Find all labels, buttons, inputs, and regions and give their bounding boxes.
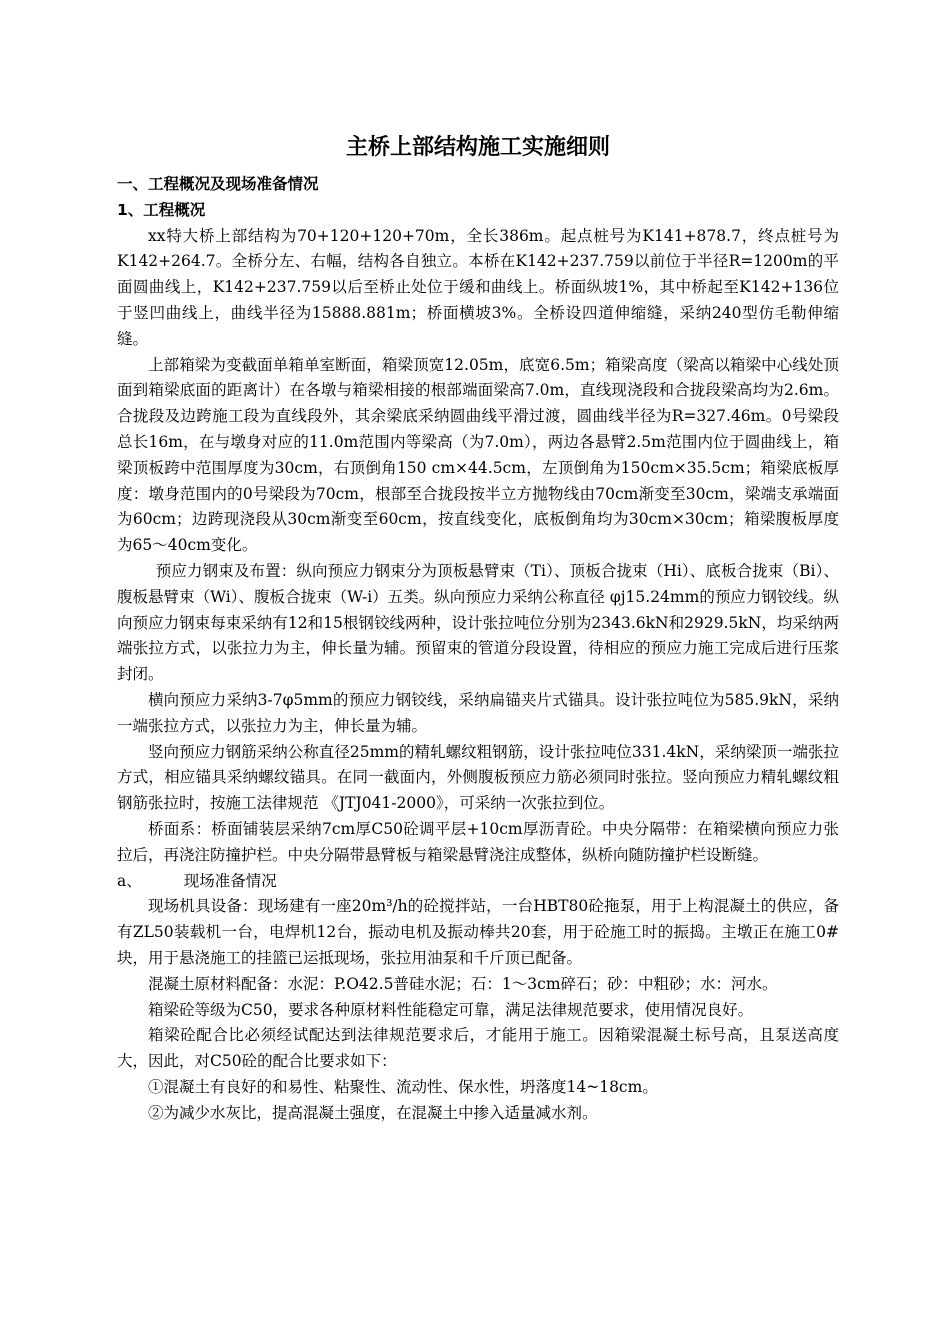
section-heading-overview-preparation: 一、工程概况及现场准备情况: [117, 175, 319, 193]
paragraph-site-equipment: 现场机具设备：现场建有一座20m³/h的砼搅拌站，一台HBT80砼拖泵，用于上构混凝土的供应，备有ZL50装载机一台，电焊机12台，振动电机及振动棒共20套，用于砼施工时的振捣。主墩正在施工0#块，用于悬浇施工的挂篮已运抵现场，张拉用油泵和千斤顶已配备。: [117, 897, 839, 967]
document-page: [117, 130, 839, 1126]
list-item-water-reducer: ②为减少水灰比，提高混凝土强度，在混凝土中掺入适量减水剂。: [148, 1103, 598, 1122]
subsection-marker: a、: [117, 871, 142, 890]
paragraph-concrete-grade: 箱梁砼等级为C50，要求各种原材料性能稳定可靠，满足法律规范要求，使用情况良好。: [148, 1000, 754, 1019]
paragraph-raw-materials: 混凝土原材料配备：水泥：P.O42.5普硅水泥；石：1～3cm碎石；砂：中粗砂；水：河水。: [148, 974, 778, 993]
subsection-title: 现场准备情况: [183, 871, 277, 890]
page-title: 主桥上部结构施工实施细则: [345, 135, 610, 160]
paragraph-box-girder: 上部箱梁为变截面单箱单室断面，箱梁顶宽12.05m，底宽6.5m；箱梁高度（梁高以箱梁中心线处顶面到箱梁底面的距离计）在各墩与箱梁相接的根部端面梁高7.0m，直线现浇段和合拢段梁高均为2.6m。合拢段及边跨施工段为直线段外，其余梁底采纳圆曲线平滑过渡，圆曲线半径为R=327.46m。0号梁段总长16m，在与墩身对应的11.0m范围内等梁高（为7.0m），两边各悬臂2.5m范围内位于圆曲线上，箱梁顶板跨中范围厚度为30cm，右顶倒角150 cm×44.5cm，左顶倒角为150cm×35.5cm；箱梁底板厚度：墩身范围内的0号梁段为70cm，根部至合拢段按半立方抛物线由70cm渐变至30cm，梁端支承端面为60cm；边跨现浇段从30cm渐变至60cm，按直线变化，底板倒角均为30cm×30cm；箱梁腹板厚度为65～40cm变化。: [117, 355, 839, 555]
paragraph-prestress-transverse: 横向预应力采纳3-7φ5mm的预应力钢铰线，采纳扁锚夹片式锚具。设计张拉吨位为585.9kN，采纳一端张拉方式，以张拉力为主，伸长量为辅。: [117, 690, 839, 735]
paragraph-mix-requirements: 箱梁砼配合比必须经试配达到法律规范要求后，才能用于施工。因箱梁混凝土标号高，且泵送高度大，因此，对C50砼的配合比要求如下：: [117, 1026, 839, 1071]
paragraph-prestress-vertical: 竖向预应力钢筋采纳公称直径25mm的精轧螺纹粗钢筋，设计张拉吨位331.4kN，采纳梁顶一端张拉方式，相应锚具采纳螺纹锚具。在同一截面内，外侧腹板预应力筋必须同时张拉。竖向预应力精轧螺纹粗钢筋张拉时，按施工法律规范 《JTJ041-2000》，可采纳一次张拉到位。: [117, 742, 839, 813]
list-item-workability: ①混凝土有良好的和易性、粘聚性、流动性、保水性，坍落度14~18cm。: [148, 1077, 658, 1096]
paragraph-deck-system: 桥面系：桥面铺装层采纳7cm厚C50砼调平层+10cm厚沥青砼。中央分隔带：在箱梁横向预应力张拉后，再浇注防撞护栏。中央分隔带悬臂板与箱梁悬臂浇注成整体，纵桥向随防撞护栏设断缝。: [117, 819, 839, 864]
paragraph-prestress-longitudinal: 预应力钢束及布置：纵向预应力钢束分为顶板悬臂束（Ti）、顶板合拢束（Hi）、底板合拢束（Bi）、腹板悬臂束（Wi）、腹板合拢束（W-i）五类。纵向预应力采纳公称直径 φj15.24mm的预应力钢铰线。纵向预应力钢束每束采纳有12和15根钢铰线两种，设计张拉吨位分别为2343.6kN和2929.5kN，均采纳两端张拉方式，以张拉力为主，伸长量为辅。预留束的管道分段设置，待相应的预应力施工完成后进行压浆封闭。: [117, 561, 839, 684]
subsection-heading-site-preparation: [117, 869, 839, 895]
subsection-heading-project-overview: 1、工程概况: [117, 200, 206, 219]
paragraph-bridge-overview: xx特大桥上部结构为70+120+120+70m，全长386m。起点桩号为K141+878.7，终点桩号为K142+264.7。全桥分左、右幅，结构各自独立。本桥在K142+237.759以前位于半径R=1200m的平面圆曲线上，K142+237.759以后至桥止处位于缓和曲线上。桥面纵坡1%，其中桥起至K142+136位于竖凹曲线上，曲线半径为15888.881m；桥面横坡3%。全桥设四道伸缩缝，采纳240型仿毛勒伸缩缝。: [117, 226, 839, 348]
